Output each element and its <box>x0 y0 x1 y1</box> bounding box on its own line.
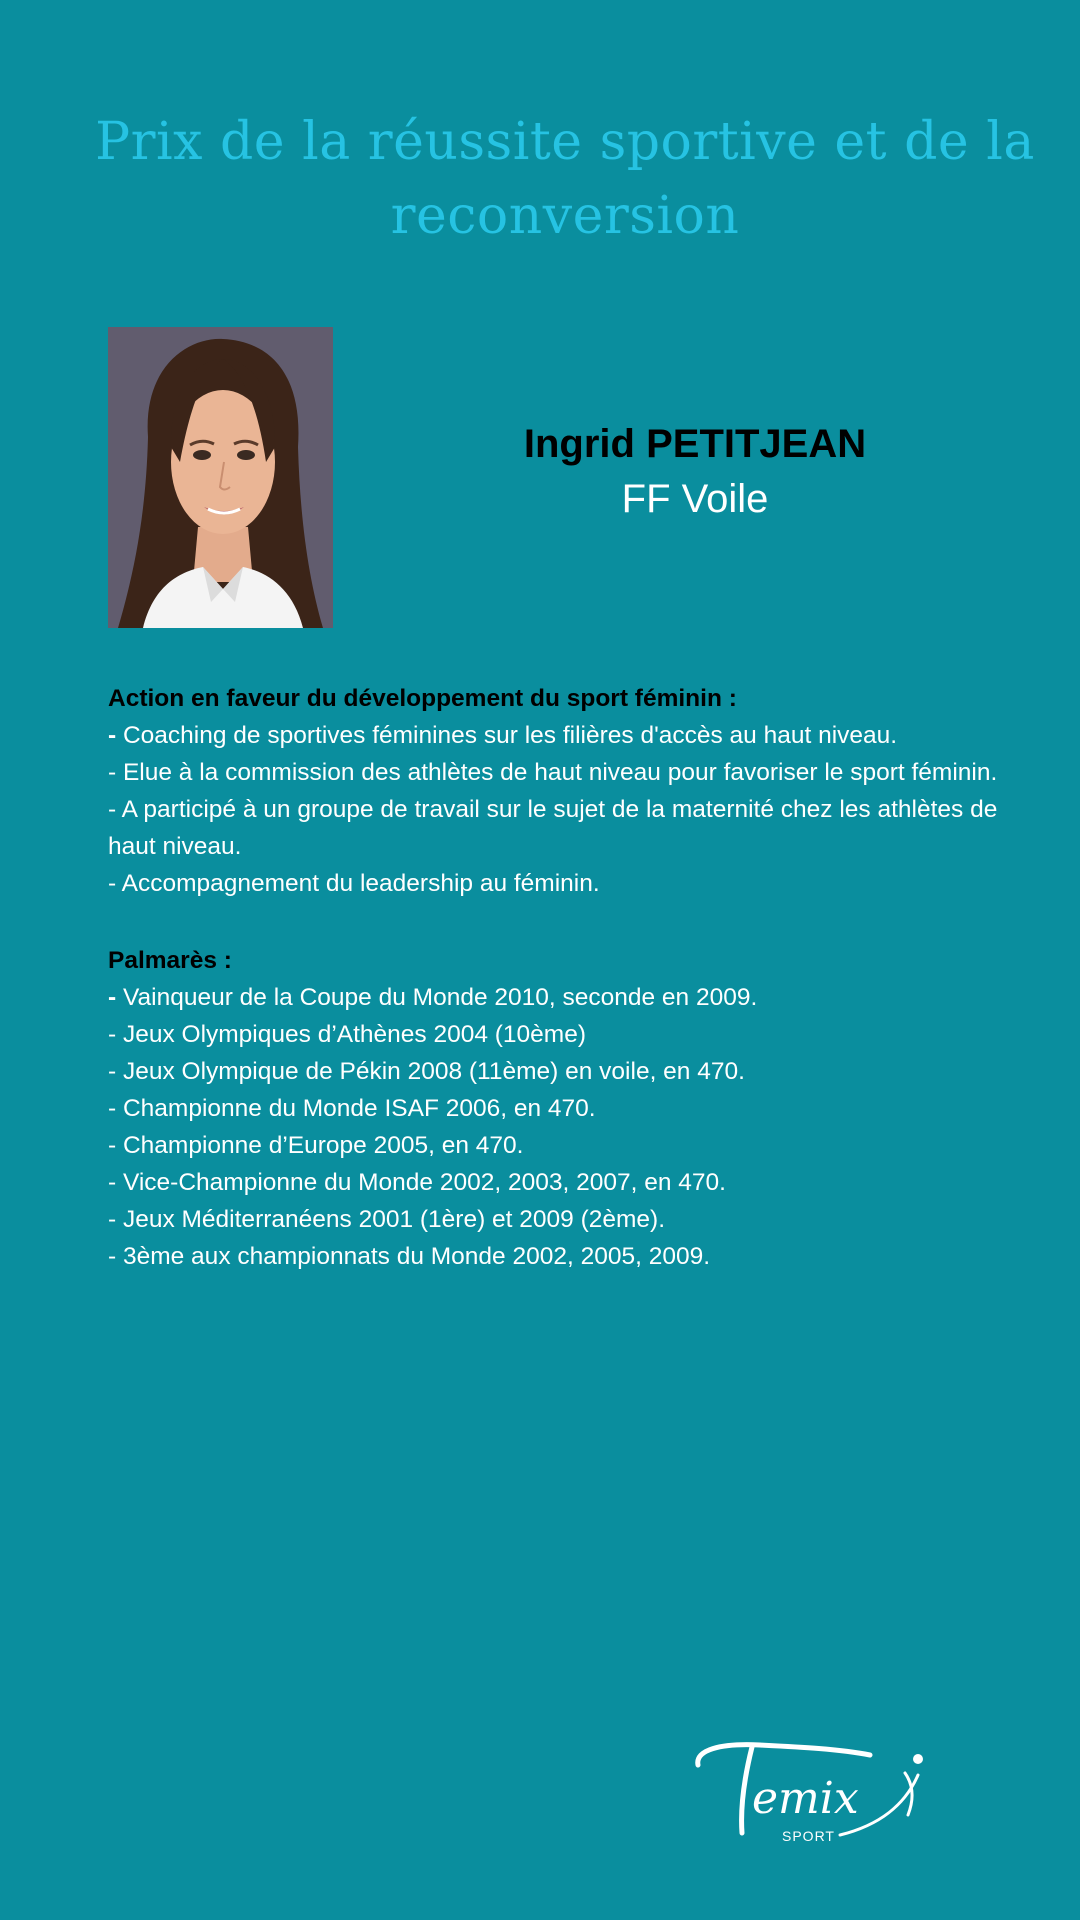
svg-text:SPORT: SPORT <box>782 1828 835 1844</box>
list-item: - Championne du Monde ISAF 2006, en 470. <box>108 1095 596 1122</box>
athlete-photo <box>108 327 333 628</box>
actions-heading: Action en faveur du développement du sport féminin : <box>108 685 737 712</box>
list-item: - Championne d’Europe 2005, en 470. <box>108 1132 524 1159</box>
list-item: - Elue à la commission des athlètes de haut niveau pour favoriser le sport féminin. <box>108 759 998 786</box>
list-item: - Jeux Olympique de Pékin 2008 (11ème) en voile, en 470. <box>108 1058 745 1085</box>
list-item: - Jeux Olympiques d’Athènes 2004 (10ème) <box>108 1021 587 1048</box>
palmares-heading: Palmarès : <box>108 947 232 974</box>
list-item: - Accompagnement du leadership au féminin. <box>108 870 600 897</box>
list-item: - A participé à un groupe de travail sur le sujet de la maternité chez les athlètes de haut niveau. <box>108 796 998 860</box>
athlete-federation: FF Voile <box>621 477 769 521</box>
athlete-description <box>108 680 1043 1275</box>
list-item: - Vainqueur de la Coupe du Monde 2010, seconde en 2009. <box>108 984 758 1011</box>
list-item: - Jeux Méditerranéens 2001 (1ère) et 2009 (2ème). <box>108 1206 665 1233</box>
list-item: - 3ème aux championnats du Monde 2002, 2005, 2009. <box>108 1243 711 1270</box>
list-item: - Vice-Championne du Monde 2002, 2003, 2007, en 470. <box>108 1169 726 1196</box>
list-item: - Coaching de sportives féminines sur les filières d'accès au haut niveau. <box>108 722 898 749</box>
page-title: Prix de la réussite sportive et de la reconversion <box>95 112 1035 246</box>
femix-sport-logo <box>690 1735 930 1850</box>
svg-text:emix: emix <box>752 1773 859 1824</box>
athlete-name: Ingrid PETITJEAN <box>523 422 867 466</box>
